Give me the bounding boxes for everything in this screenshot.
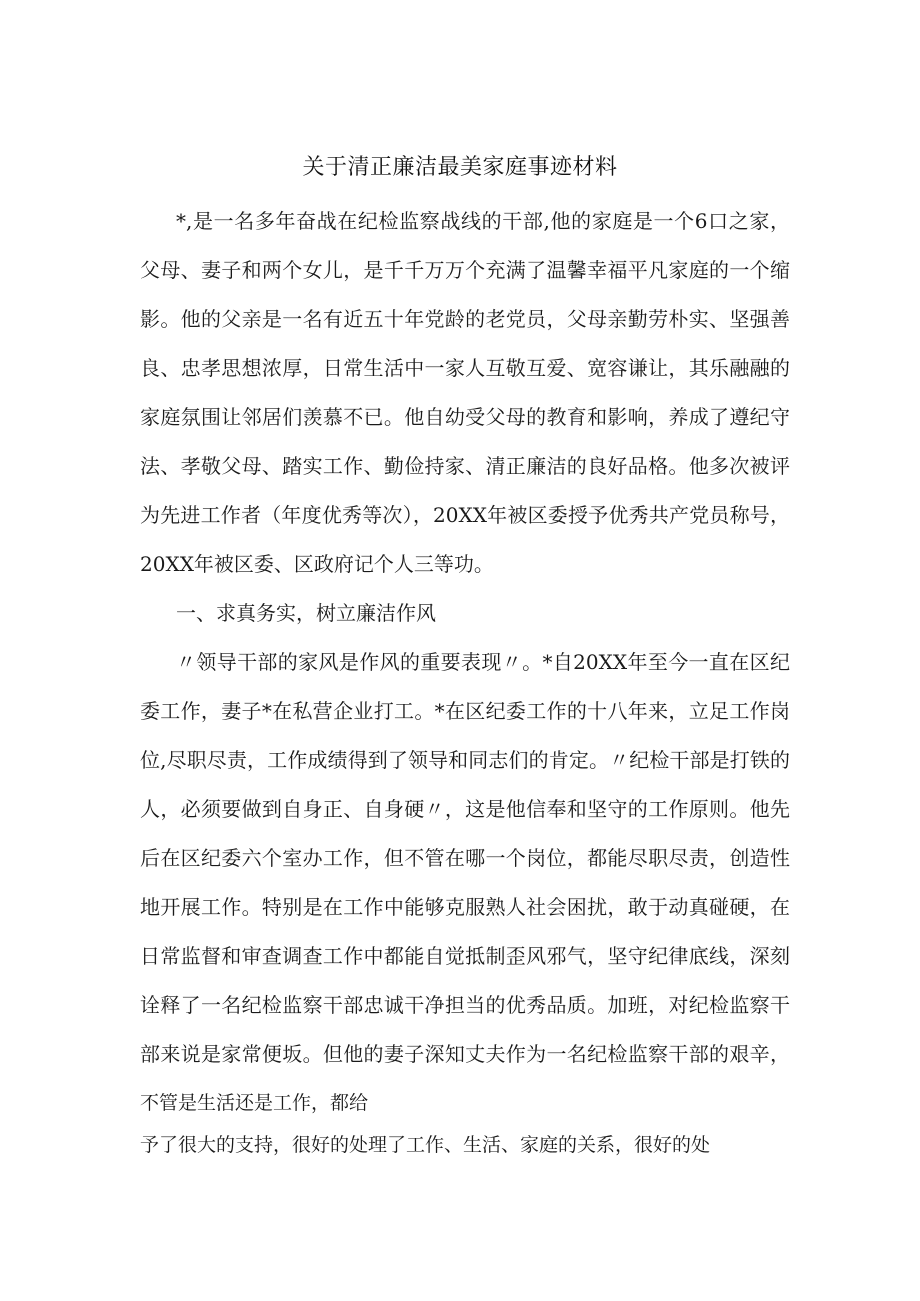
paragraph-line: *,是一名多年奋战在纪检监察战线的干部,他的家庭是一个6口之家，: [176, 209, 790, 233]
paragraph-line: 为先进工作者（年度优秀等次），20XX年被区委授予优秀共产党员称号，: [140, 503, 790, 527]
paragraph-line: 诠释了一名纪检监察干部忠诚干净担当的优秀品质。加班，对纪检监察干: [140, 993, 790, 1017]
paragraph-line: 部来说是家常便坂。但他的妻子深知丈夫作为一名纪检监察干部的艰辛，: [140, 1042, 790, 1066]
paragraph-line: 地开展工作。特别是在工作中能够克服熟人社会困扰，敢于动真碰硬，在: [140, 895, 790, 919]
paragraph-line: 法、孝敬父母、踏实工作、勤俭持家、清正廉洁的良好品格。他多次被评: [140, 454, 790, 478]
paragraph-line: 〃领导干部的家风是作风的重要表现〃。*自20XX年至今一直在区纪: [176, 650, 790, 674]
section-heading: 一、求真务实，树立廉洁作风: [176, 601, 436, 625]
paragraph-line: 影。他的父亲是一名有近五十年党龄的老党员，父母亲勤劳朴实、坚强善: [140, 307, 790, 331]
paragraph-line: 后在区纪委六个室办工作，但不管在哪一个岗位，都能尽职尽责，创造性: [140, 846, 790, 870]
paragraph-line: 委工作，妻子*在私营企业打工。*在区纪委工作的十八年来，立足工作岗: [140, 699, 790, 723]
paragraph-line: 父母、妻子和两个女儿，是千千万万个充满了温馨幸福平凡家庭的一个缩: [140, 258, 790, 282]
paragraph-line: 良、忠孝思想浓厚，日常生活中一家人互敬互爱、宽容谦让，其乐融融的: [140, 356, 790, 380]
paragraph-line: 家庭氛围让邻居们羡慕不已。他自幼受父母的教育和影响，养成了遵纪守: [140, 405, 790, 429]
paragraph-line: 日常监督和审查调查工作中都能自觉抵制歪风邪气，坚守纪律底线，深刻: [140, 944, 790, 968]
paragraph-line: 人，必须要做到自身正、自身硬〃，这是他信奉和坚守的工作原则。他先: [140, 797, 790, 821]
paragraph-line: 20XX年被区委、区政府记个人三等功。: [140, 552, 494, 576]
paragraph-line: 位,尽职尽责，工作成绩得到了领导和同志们的肯定。〃纪检干部是打铁的: [140, 748, 790, 772]
document-title: 关于清正廉洁最美家庭事迹材料: [302, 155, 618, 180]
paragraph-line: 不管是生活还是工作，都给: [140, 1092, 369, 1114]
paragraph-line: 予了很大的支持，很好的处理了工作、生活、家庭的关系，很好的处: [140, 1134, 711, 1156]
